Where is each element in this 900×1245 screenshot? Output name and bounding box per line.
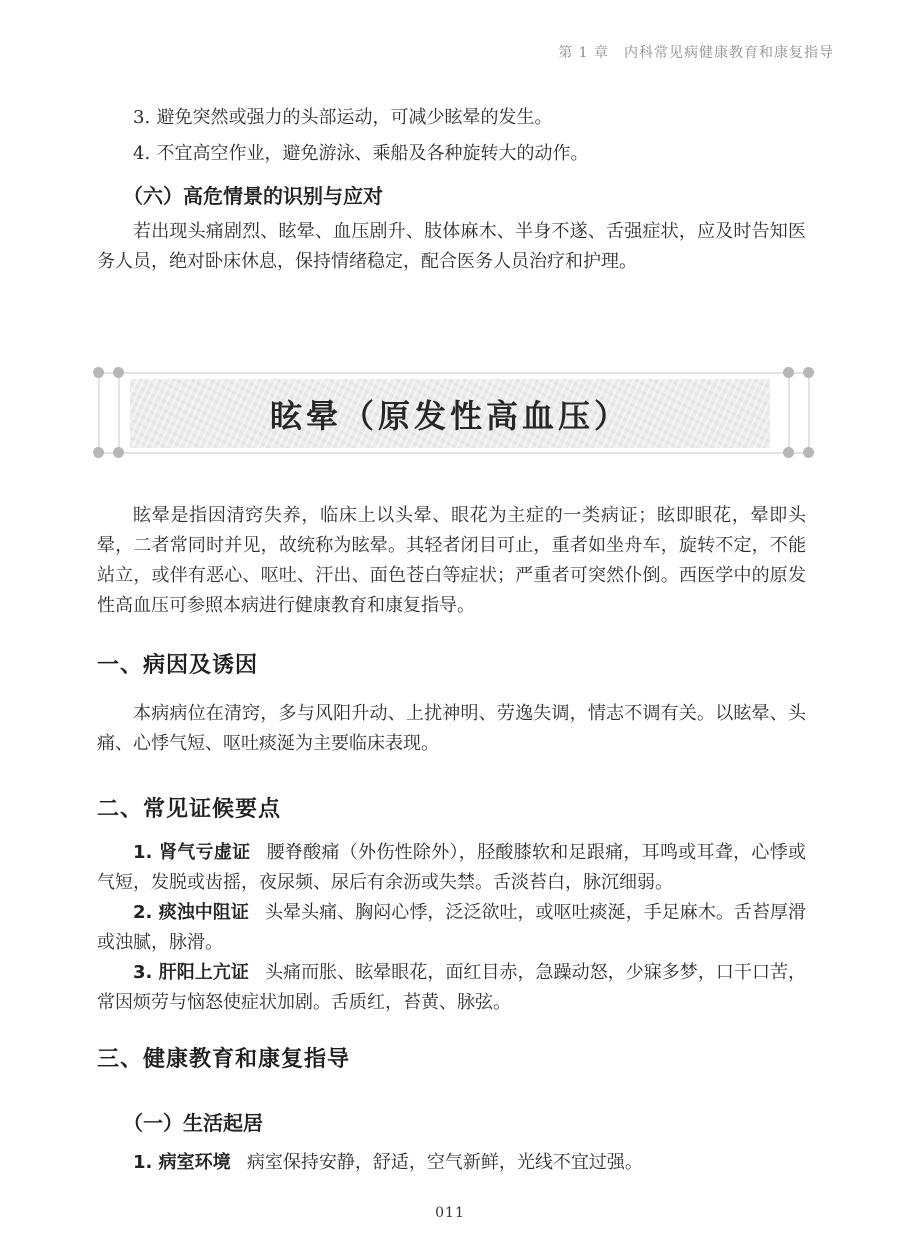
corner-dot-icon	[93, 367, 104, 378]
list-item-text: 避免突然或强力的头部运动，可减少眩晕的发生。	[156, 107, 553, 128]
syndrome-number: 1.	[133, 842, 153, 863]
guidance-item	[97, 1148, 806, 1178]
intro-paragraph: 眩晕是指因清窍失养，临床上以头晕、眼花为主症的一类病证；眩即眼花，晕即头晕，二者常同时并见，故统称为眩晕。其轻者闭目可止，重者如坐舟车，旋转不定，不能站立，或伴有恶心、呕吐、汗出、面色苍白等症状；严重者可突然仆倒。西医学中的原发性高血压可参照本病进行健康教育和康复指导。	[97, 505, 806, 616]
subsection-heading-high-risk: （六）高危情景的识别与应对	[123, 184, 383, 208]
syndrome-term-label: 肝阳上亢证	[158, 962, 249, 983]
guidance-description: 病室保持安静，舒适，空气新鲜，光线不宜过强。	[246, 1152, 643, 1173]
syndrome-description: 头晕头痛、胸闷心悸，泛泛欲吐，或呕吐痰涎，手足麻木。舌苔厚滑或浊腻，脉滑。	[97, 902, 807, 953]
list-item-number: 3.	[133, 107, 151, 128]
corner-dot-icon	[783, 367, 794, 378]
syndrome-item	[97, 958, 806, 1018]
guidance-number: 1.	[133, 1152, 153, 1173]
corner-dot-icon	[93, 447, 104, 458]
list-item	[97, 139, 806, 169]
syndrome-term-label: 肾气亏虚证	[158, 842, 251, 863]
corner-dot-icon	[783, 447, 794, 458]
section-heading-etiology: 一、病因及诱因	[97, 652, 259, 678]
section-heading-syndromes: 二、常见证候要点	[97, 796, 282, 822]
syndrome-description: 头痛而胀、眩晕眼花，面红目赤，急躁动怒，少寐多梦，口干口苦，常因烦劳与恼怒使症状加剧。舌质红，苔黄、脉弦。	[97, 962, 807, 1013]
banner-frame-left-outer-line	[98, 373, 100, 453]
banner-frame-right-outer-line	[808, 373, 810, 453]
banner-frame-top-line	[99, 372, 810, 374]
paragraph-high-risk: 若出现头痛剧烈、眩晕、血压剧升、肢体麻木、半身不遂、舌强症状，应及时告知医务人员，绝对卧床休息，保持情绪稳定，配合医务人员治疗和护理。	[97, 221, 806, 272]
paragraph-etiology: 本病病位在清窍，多与风阳升动、上扰神明、劳逸失调，情志不调有关。以眩晕、头痛、心悸气短、呕吐痰涎为主要临床表现。	[97, 703, 806, 754]
corner-dot-icon	[803, 447, 814, 458]
banner-background	[130, 379, 770, 448]
syndrome-term	[133, 962, 249, 983]
guidance-term	[133, 1152, 231, 1173]
section-heading-education: 三、健康教育和康复指导	[97, 1046, 351, 1072]
list-item-text: 不宜高空作业，避免游泳、乘船及各种旋转大的动作。	[156, 143, 589, 164]
disease-title: 眩晕（原发性高血压）	[269, 396, 630, 435]
corner-dot-icon	[113, 367, 124, 378]
syndrome-description: 腰脊酸痛（外伤性除外），胫酸膝软和足跟痛，耳鸣或耳聋，心悸或气短，发脱或齿摇，夜尿频、尿后有余沥或失禁。舌淡苔白，脉沉细弱。	[97, 842, 807, 893]
banner-frame-left-inner-line	[118, 373, 120, 453]
syndrome-item	[97, 898, 806, 958]
syndrome-item	[97, 838, 806, 898]
syndrome-term	[133, 842, 250, 863]
syndrome-term-label: 痰浊中阻证	[158, 902, 249, 923]
banner-frame-bottom-line	[99, 452, 810, 454]
chapter-banner	[0, 364, 900, 462]
corner-dot-icon	[113, 447, 124, 458]
syndrome-number: 2.	[133, 902, 153, 923]
guidance-term-label: 病室环境	[158, 1152, 231, 1173]
page-number: 011	[435, 1205, 465, 1221]
syndrome-number: 3.	[133, 962, 153, 983]
banner-frame-right-inner-line	[788, 373, 790, 453]
corner-dot-icon	[803, 367, 814, 378]
subsection-heading-daily-life: （一）生活起居	[123, 1111, 263, 1135]
running-header: 第 1 章 内科常见病健康教育和康复指导	[558, 45, 834, 61]
syndrome-term	[133, 902, 249, 923]
list-item-number: 4.	[133, 143, 151, 164]
list-item	[97, 103, 806, 133]
